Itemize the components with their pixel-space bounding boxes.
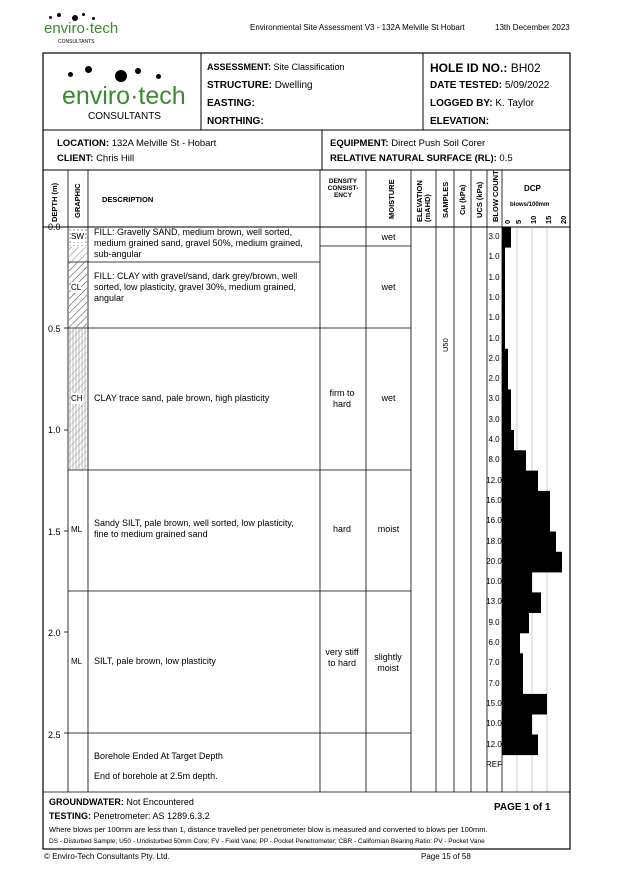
layer-3-moisture: wet xyxy=(381,393,396,403)
col-elevation: ELEVATION (mAHD) xyxy=(415,180,432,222)
dcp-bar xyxy=(502,247,505,268)
dcp-bar xyxy=(502,471,538,492)
copyright: © Enviro-Tech Consultants Pty. Ltd. xyxy=(44,852,170,861)
dcp-tick-label: 5 xyxy=(514,219,523,224)
dcp-bar xyxy=(502,653,523,674)
blow-count-value: 16.0 xyxy=(486,495,502,505)
layer-1-code: SW xyxy=(71,232,84,241)
layer-4-description: Sandy SILT, pale brown, well sorted, low plasticity, fine to medium grained sand xyxy=(94,518,294,539)
col-density: DENSITY CONSIST-ENCY xyxy=(327,178,359,199)
layer-2-code: CL xyxy=(71,283,82,292)
location-row: LOCATION: 132A Melville St - Hobart xyxy=(57,138,217,149)
col-graphic: GRAPHIC xyxy=(73,183,82,218)
blow-count-value: 3.0 xyxy=(488,414,500,424)
dcp-bar xyxy=(502,735,538,756)
blow-count-value: 3.0 xyxy=(488,232,500,241)
date-tested-row: DATE TESTED: 5/09/2022 xyxy=(430,80,550,91)
blow-count-value: 2.0 xyxy=(488,353,500,363)
rl-row: RELATIVE NATURAL SURFACE (RL): 0.5 xyxy=(330,153,513,164)
log-logo xyxy=(60,66,190,126)
col-description: DESCRIPTION xyxy=(102,195,154,204)
dcp-bar xyxy=(502,714,532,735)
blow-count-value: 15.0 xyxy=(486,698,502,708)
layer-3-code: CH xyxy=(71,394,83,403)
blow-count-value: 1.0 xyxy=(488,272,500,282)
end-note-2: End of borehole at 2.5m depth. xyxy=(94,771,218,781)
dcp-bar xyxy=(502,694,547,715)
depth-label: 2.5 xyxy=(48,729,61,740)
groundwater-row: GROUNDWATER: Not Encountered xyxy=(49,797,194,807)
dcp-bar xyxy=(502,491,550,512)
dcp-bar xyxy=(502,349,508,370)
blow-count-value: 1.0 xyxy=(488,292,500,302)
dcp-bar xyxy=(502,450,526,471)
equipment-row: EQUIPMENT: Direct Push Soil Corer xyxy=(330,138,486,149)
depth-label: 0.0 xyxy=(48,222,61,232)
dcp-bar xyxy=(502,592,541,613)
depth-label: 1.5 xyxy=(48,526,61,537)
col-moisture: MOISTURE xyxy=(387,179,396,219)
dcp-tick-label: 15 xyxy=(544,215,553,224)
blow-count-value: 13.0 xyxy=(486,597,502,607)
layer-5-moisture: slightly moist xyxy=(374,652,402,673)
logo-text: enviro·tech xyxy=(44,20,119,37)
dcp-bar xyxy=(502,389,511,410)
layer-4-density: hard xyxy=(332,524,351,534)
blow-count-value: 8.0 xyxy=(488,455,500,465)
dcp-title: DCP xyxy=(524,184,541,193)
northing-label: NORTHING: xyxy=(207,116,264,127)
col-samples: SAMPLES xyxy=(441,181,450,218)
client-row: CLIENT: Chris Hill xyxy=(57,153,135,164)
logged-by-row: LOGGED BY: K. Taylor xyxy=(430,98,535,109)
hole-id-row: HOLE ID NO.: BH02 xyxy=(430,61,541,75)
doc-title: Environmental Site Assessment V3 - 132A Melville St Hobart xyxy=(250,23,465,32)
dcp-bar xyxy=(502,329,505,350)
logo-subtitle: CONSULTANTS xyxy=(58,39,95,45)
log-logo-text: enviro·tech xyxy=(62,82,186,110)
layer-2-description: FILL: CLAY with gravel/sand, dark grey/brown, well sorted, low plasticity, gravel 30%, medium grained, angular xyxy=(94,271,298,303)
end-note-1: Borehole Ended At Target Depth xyxy=(94,751,223,761)
dcp-bar xyxy=(502,430,514,451)
layer-4-code: ML xyxy=(71,525,83,534)
footer-note: Where blows per 100mm are less than 1, distance travelled per penetrometer blow is measured and converted to blows per 100mm. xyxy=(49,825,488,834)
blow-count-value: 18.0 xyxy=(486,536,502,546)
page-of: PAGE 1 of 1 xyxy=(494,802,551,813)
dcp-tick-label: 10 xyxy=(529,215,538,224)
blow-count-value: 20.0 xyxy=(486,556,502,566)
depth-label: 0.5 xyxy=(48,323,61,334)
blow-count-value: 1.0 xyxy=(488,333,500,343)
blow-count-value: 10.0 xyxy=(486,719,502,729)
blow-count-value: 2.0 xyxy=(488,374,500,384)
layer-5-description: SILT, pale brown, low plasticity xyxy=(94,656,216,666)
blow-count-value: 1.0 xyxy=(488,313,500,323)
blow-count-value: 6.0 xyxy=(488,638,500,647)
dcp-bar xyxy=(502,674,523,695)
blow-count-value: 3.0 xyxy=(488,394,500,404)
dcp-tick-label: 20 xyxy=(559,215,568,224)
layer-5-code: ML xyxy=(71,657,83,666)
layer-2-moisture: wet xyxy=(381,282,396,292)
blow-count-value: 7.0 xyxy=(488,678,500,688)
testing-row: TESTING: Penetrometer: AS 1289.6.3.2 xyxy=(49,811,210,821)
dcp-bar xyxy=(502,268,505,289)
dcp-tick-label: 0 xyxy=(503,219,512,224)
layer-3-description: CLAY trace sand, pale brown, high plasticity xyxy=(94,393,270,403)
dcp-bar xyxy=(502,410,511,431)
log-logo-subtitle: CONSULTANTS xyxy=(88,111,161,122)
page-number: Page 15 of 58 xyxy=(421,852,471,861)
easting-label: EASTING: xyxy=(207,98,255,109)
layer-1-description: FILL: Gravelly SAND, medium brown, well sorted, medium grained sand, gravel 50%, medium grained, sub-angular xyxy=(94,227,303,259)
doc-date: 13th December 2023 xyxy=(495,23,570,32)
dcp-chart xyxy=(502,227,570,792)
blow-count-value: 12.0 xyxy=(486,739,502,749)
blow-count-value: 4.0 xyxy=(488,435,500,444)
layer-4-moisture: moist xyxy=(377,524,400,534)
dcp-bar xyxy=(502,613,529,634)
layer-5-density: very stiff to hard xyxy=(325,647,359,668)
dcp-bar xyxy=(502,288,505,309)
depth-label: 2.0 xyxy=(48,628,61,638)
dcp-bar xyxy=(502,552,562,573)
blow-count-value: 10.0 xyxy=(486,577,502,587)
dcp-bar xyxy=(502,308,505,329)
elevation-label: ELEVATION: xyxy=(430,116,490,127)
blow-count-value: 7.0 xyxy=(488,658,500,668)
col-blow-count: BLOW COUNT xyxy=(491,170,500,222)
col-cu: Cu (kPa) xyxy=(458,184,467,215)
dcp-bar xyxy=(502,369,508,390)
dcp-bar xyxy=(502,572,532,593)
dcp-subtitle: blows/100mm xyxy=(510,202,550,208)
dcp-bar xyxy=(502,227,511,248)
footer-legend: DS - Disturbed Sample; U50 - Undisturbed 50mm Core; FV - Field Vane; PP - Pocket Penetrometer; CBR - Californian Bearing Ratio: PV - Pocket Vane xyxy=(49,838,485,845)
depth-label: 1.0 xyxy=(48,425,61,435)
layer-1-moisture: wet xyxy=(381,232,396,242)
assessment-row: ASSESSMENT: Site Classification xyxy=(207,62,345,72)
blow-count-value: 12.0 xyxy=(486,475,502,485)
col-depth: DEPTH (m) xyxy=(50,182,59,222)
blow-count-value: 9.0 xyxy=(488,617,500,627)
blow-count-value: 16.0 xyxy=(486,516,502,526)
col-ucs: UCS (kPa) xyxy=(475,181,484,218)
dcp-bar xyxy=(502,532,556,553)
layer-3-density: firm to hard xyxy=(329,388,355,409)
blow-count-value: REF xyxy=(486,759,502,769)
blow-count-value: 1.0 xyxy=(488,252,500,262)
structure-row: STRUCTURE: Dwelling xyxy=(207,80,313,91)
sample-u50: U50 xyxy=(441,338,450,352)
dcp-bar xyxy=(502,633,520,654)
dcp-bar xyxy=(502,511,550,532)
